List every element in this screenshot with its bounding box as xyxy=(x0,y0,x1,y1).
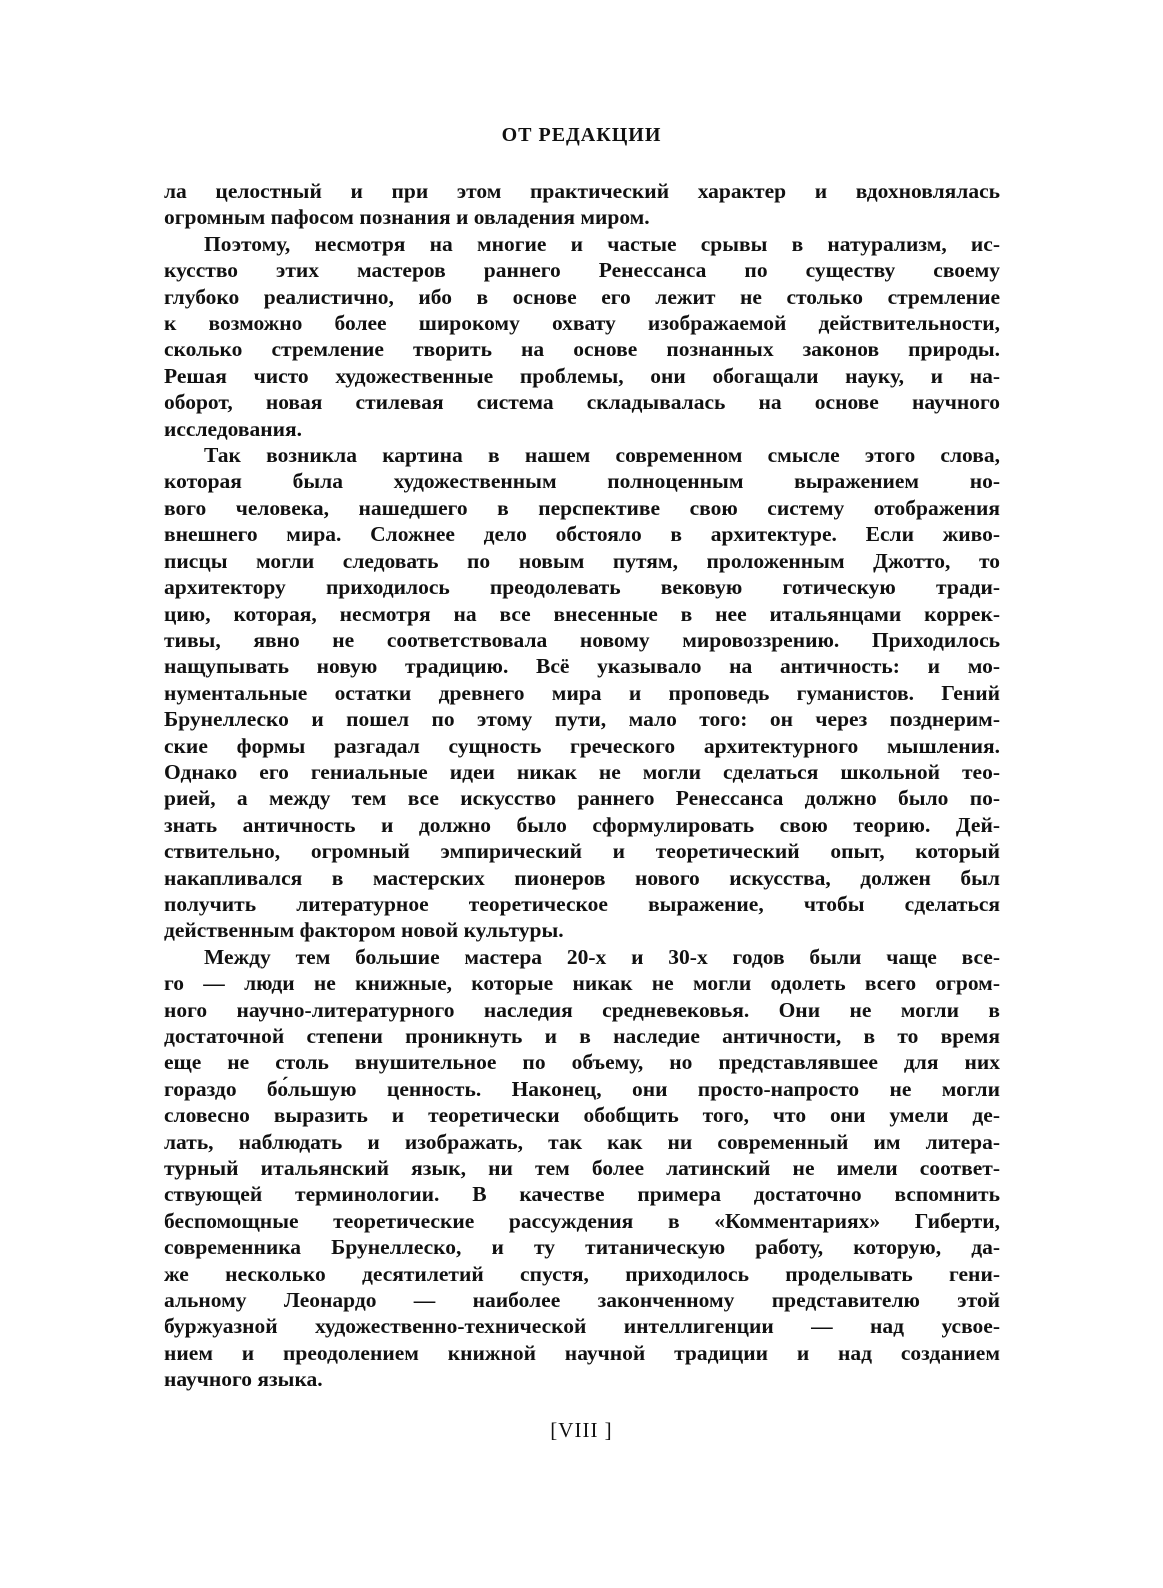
text-line: писцы могли следовать по новым путям, проложенным Джотто, то xyxy=(164,548,1000,573)
text-line: архитектору приходилось преодолевать вековую готическую тради- xyxy=(164,575,1000,600)
text-line: ствительно, огромный эмпирический и теоретический опыт, который xyxy=(164,839,1000,864)
text-line: исследования. xyxy=(164,416,303,441)
text-line: турный итальянский язык, ни тем более латинский не имели соответ- xyxy=(164,1156,1000,1181)
text-line: вого человека, нашедшего в перспективе свою систему отображения xyxy=(164,495,1000,520)
text-line: Между тем большие мастера 20-х и 30-х годов были чаще все- xyxy=(204,944,1000,969)
text-line: Решая чисто художественные проблемы, они обогащали науку, и на- xyxy=(164,363,1000,388)
paragraph xyxy=(164,442,1000,944)
text-line: нием и преодолением книжной научной традиции и над созданием xyxy=(164,1340,1000,1365)
text-line: оборот, новая стилевая система складывалась на основе научного xyxy=(164,390,1000,415)
text-line: лать, наблюдать и изображать, так как ни современный им литера- xyxy=(164,1129,1000,1154)
text-line: цию, которая, несмотря на все внесенные в нее итальянцами коррек- xyxy=(164,601,1000,626)
text-line: накапливался в мастерских пионеров нового искусства, должен был xyxy=(164,865,1000,890)
text-line: Поэтому, несмотря на многие и частые срывы в натурализм, ис- xyxy=(204,231,1000,256)
text-line: ские формы разгадал сущность греческого архитектурного мышления. xyxy=(164,733,1000,758)
text-line: Брунеллеско и пошел по этому пути, мало того: он через позднерим- xyxy=(164,707,1000,732)
text-line: современника Брунеллеско, и ту титаническую работу, которую, да- xyxy=(164,1235,1000,1260)
page-number: [VIII ] xyxy=(550,1418,613,1442)
paragraph xyxy=(164,178,1000,231)
text-line: ла целостный и при этом практический характер и вдохновлялась xyxy=(164,179,1000,203)
paragraph xyxy=(164,944,1000,1393)
text-line: беспомощные теоретические рассуждения в «Комментариях» Гиберти, xyxy=(164,1208,1000,1233)
text-line: рией, а между тем все искусство раннего Ренессанса должно было по- xyxy=(164,786,1000,811)
text-line: ствующей терминологии. В качестве примера достаточно вспомнить xyxy=(164,1182,1000,1207)
text-line: к возможно более широкому охвату изображаемой действительности, xyxy=(164,311,1000,336)
body-text xyxy=(164,178,1000,1393)
text-line: сколько стремление творить на основе познанных законов природы. xyxy=(164,337,1000,362)
text-line: еще не столь внушительное по объему, но представлявшее для них xyxy=(164,1050,1000,1075)
text-line: достаточной степени проникнуть и в наследие античности, в то время xyxy=(164,1024,1000,1048)
text-line: гораздо бо́льшую ценность. Наконец, они просто-напросто не могли xyxy=(164,1076,1000,1101)
text-line: получить литературное теоретическое выражение, чтобы сделаться xyxy=(164,891,1000,916)
text-line: действенным фактором новой культуры. xyxy=(164,918,564,943)
text-line: внешнего мира. Сложнее дело обстояло в архитектуре. Если живо- xyxy=(164,522,1000,547)
running-title: ОТ РЕДАКЦИИ xyxy=(501,124,662,146)
paragraph xyxy=(164,231,1000,442)
text-line: ного научно-литературного наследия средневековья. Они не могли в xyxy=(164,997,1000,1022)
text-line: же несколько десятилетий спустя, приходилось проделывать гени- xyxy=(164,1261,1000,1286)
text-line: го — люди не книжные, которые никак не могли одолеть всего огром- xyxy=(164,971,1000,996)
text-line: кусство этих мастеров раннего Ренессанса по существу своему xyxy=(164,258,1000,283)
text-line: тивы, явно не соответствовала новому мировоззрению. Приходилось xyxy=(164,627,1000,652)
text-line: глубоко реалистично, ибо в основе его лежит не столько стремление xyxy=(164,284,1000,309)
text-line: огромным пафосом познания и овладения миром. xyxy=(164,205,650,230)
text-line: которая была художественным полноценным выражением но- xyxy=(164,469,1000,494)
text-line: нументальные остатки древнего мира и проповедь гуманистов. Гений xyxy=(164,680,1000,705)
text-line: словесно выразить и теоретически обобщить того, что они умели де- xyxy=(164,1103,1000,1128)
text-line: буржуазной художественно-технической интеллигенции — над усвое- xyxy=(164,1314,1000,1339)
text-line: Так возникла картина в нашем современном смысле этого слова, xyxy=(204,443,1000,468)
text-line: научного языка. xyxy=(164,1367,323,1392)
text-line: альному Леонардо — наиболее законченному представителю этой xyxy=(164,1288,1000,1313)
text-line: Однако его гениальные идеи никак не могли сделаться школьной тео- xyxy=(164,759,1000,784)
text-line: знать античность и должно было сформулировать свою теорию. Дей- xyxy=(164,812,1000,837)
text-line: нащупывать новую традицию. Всё указывало на античность: и мо- xyxy=(164,654,1000,679)
